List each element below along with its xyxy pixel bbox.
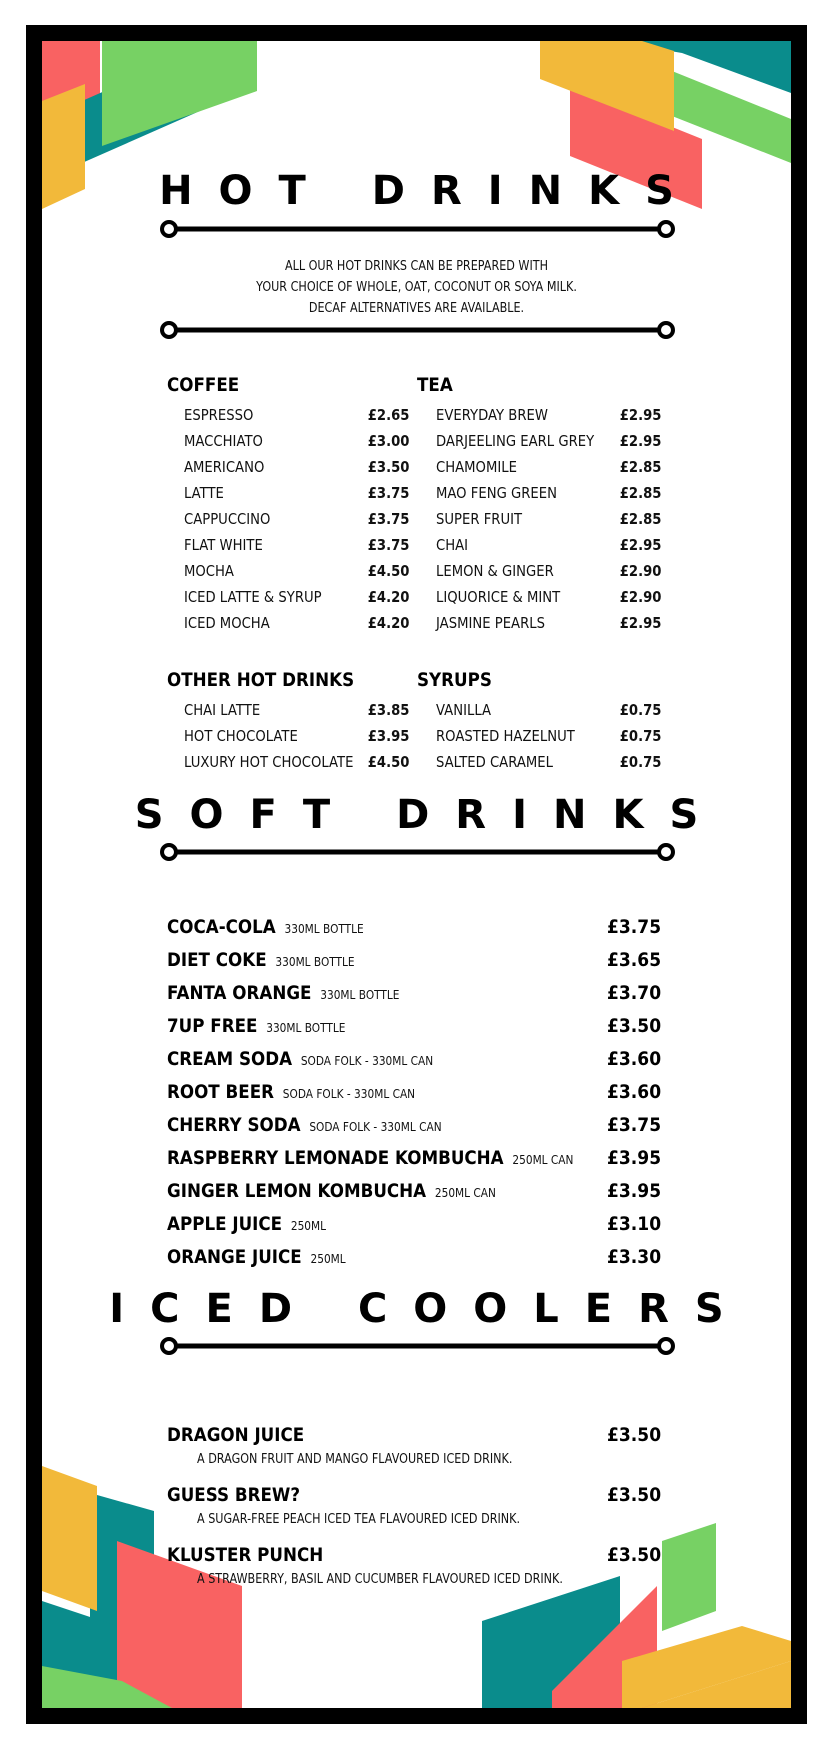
syrups-heading: SYRUPS: [417, 669, 492, 691]
item-price: £2.95: [619, 614, 661, 632]
item-price: £4.50: [367, 753, 409, 771]
item-name: VANILLA: [436, 701, 492, 719]
item-name: SUPER FRUIT: [436, 510, 523, 528]
note-line: DECAF ALTERNATIVES ARE AVAILABLE.: [308, 301, 525, 316]
item-name: LUXURY HOT CHOCOLATE: [184, 753, 354, 771]
item-price: £3.50: [606, 1015, 661, 1037]
soft-drinks-divider: [159, 842, 676, 862]
item-name: CAPPUCCINO: [184, 510, 271, 528]
item-price: £2.85: [619, 484, 661, 502]
item-name: RASPBERRY LEMONADE KOMBUCHA: [167, 1147, 504, 1169]
soft-drinks-title: SOFT DRINKS: [134, 792, 725, 838]
syrups-list: [436, 697, 661, 775]
item-name: AMERICANO: [184, 458, 265, 476]
item-name: LEMON & GINGER: [436, 562, 554, 580]
deco-shape: [102, 41, 257, 146]
item-price: £3.85: [367, 701, 409, 719]
iced-cooler-item: [167, 1481, 661, 1541]
item-name: CHAI: [436, 536, 469, 554]
item-name: KLUSTER PUNCH: [167, 1544, 324, 1566]
soft-drink-label: [167, 1076, 415, 1111]
other-hot-drinks-heading: OTHER HOT DRINKS: [167, 669, 355, 691]
item-name: DRAGON JUICE: [167, 1424, 305, 1446]
menu-item: [436, 723, 661, 749]
menu-item: [436, 610, 661, 636]
item-detail: 330ML BOTTLE: [320, 988, 400, 1002]
iced-coolers-list: [167, 1421, 661, 1601]
item-price: £3.50: [367, 458, 409, 476]
deco-shape: [42, 1466, 97, 1611]
item-name: CHAI LATTE: [184, 701, 261, 719]
iced-cooler-item: [167, 1541, 661, 1601]
soft-drink-item: [167, 911, 661, 944]
menu-item: [436, 428, 661, 454]
item-name: ESPRESSO: [184, 406, 254, 424]
item-price: £3.10: [606, 1213, 661, 1235]
tea-list: [436, 402, 661, 636]
menu-item: [436, 697, 661, 723]
hot-drinks-divider-top: [159, 219, 676, 239]
note-line: ALL OUR HOT DRINKS CAN BE PREPARED WITH: [284, 259, 549, 274]
item-name: ROOT BEER: [167, 1081, 275, 1103]
menu-item: [184, 480, 409, 506]
item-name: CHERRY SODA: [167, 1114, 301, 1136]
item-price: £2.95: [619, 406, 661, 424]
item-price: £3.50: [606, 1424, 661, 1446]
coffee-list: [184, 402, 409, 636]
iced-coolers-divider: [159, 1336, 676, 1356]
iced-cooler-item: [167, 1421, 661, 1481]
soft-drink-label: [167, 1010, 345, 1045]
soft-drink-label: [167, 1109, 442, 1144]
soft-drink-item: [167, 977, 661, 1010]
item-description: A STRAWBERRY, BASIL AND CUCUMBER FLAVOURED ICED DRINK.: [197, 1572, 563, 1587]
deco-shape: [662, 1523, 716, 1631]
menu-item: [184, 584, 409, 610]
menu-item: [184, 402, 409, 428]
item-name: ORANGE JUICE: [167, 1246, 302, 1268]
item-name: ROASTED HAZELNUT: [436, 727, 575, 745]
coffee-heading: COFFEE: [167, 374, 240, 396]
item-price: £0.75: [619, 701, 661, 719]
soft-drink-label: [167, 1175, 496, 1210]
item-price: £2.90: [619, 588, 661, 606]
item-name: GINGER LEMON KOMBUCHA: [167, 1180, 427, 1202]
item-name: JASMINE PEARLS: [436, 614, 546, 632]
soft-drink-label: [167, 977, 399, 1012]
menu-item: [436, 454, 661, 480]
item-detail: 250ML: [310, 1252, 346, 1266]
item-name: SALTED CARAMEL: [436, 753, 553, 771]
hot-drinks-title: HOT DRINKS: [159, 168, 700, 214]
item-name: ICED LATTE & SYRUP: [184, 588, 322, 606]
item-price: £0.75: [619, 753, 661, 771]
item-price: £2.85: [619, 510, 661, 528]
menu-item: [436, 584, 661, 610]
soft-drink-label: [167, 944, 355, 979]
item-price: £3.75: [606, 1114, 661, 1136]
soft-drink-item: [167, 1208, 661, 1241]
menu-item: [436, 558, 661, 584]
item-detail: SODA FOLK - 330ML CAN: [282, 1087, 416, 1101]
menu-item: [436, 749, 661, 775]
item-name: DARJEELING EARL GREY: [436, 432, 595, 450]
milk-options-note: [94, 256, 738, 319]
menu-item: [184, 749, 409, 775]
item-detail: SODA FOLK - 330ML CAN: [309, 1120, 442, 1134]
item-price: £3.65: [606, 949, 661, 971]
hot-drinks-divider-bottom: [159, 320, 676, 340]
soft-drink-label: [167, 1043, 433, 1078]
item-price: £3.95: [606, 1147, 661, 1169]
menu-item: [436, 506, 661, 532]
item-name: DIET COKE: [167, 949, 267, 971]
menu-item: [184, 610, 409, 636]
item-price: £2.85: [619, 458, 661, 476]
item-name: EVERYDAY BREW: [436, 406, 548, 424]
menu-frame: [26, 25, 807, 1724]
item-name: MACCHIATO: [184, 432, 263, 450]
soft-drink-item: [167, 1076, 661, 1109]
item-detail: SODA FOLK - 330ML CAN: [300, 1054, 434, 1068]
soft-drink-item: [167, 1010, 661, 1043]
item-price: £4.20: [367, 588, 409, 606]
menu-item: [184, 723, 409, 749]
item-price: £4.20: [367, 614, 409, 632]
item-name: APPLE JUICE: [167, 1213, 283, 1235]
soft-drink-item: [167, 1109, 661, 1142]
item-price: £3.60: [606, 1081, 661, 1103]
item-price: £3.60: [606, 1048, 661, 1070]
note-line: YOUR CHOICE OF WHOLE, OAT, COCONUT OR SOYA MILK.: [256, 280, 577, 295]
item-price: £3.95: [606, 1180, 661, 1202]
item-price: £3.50: [606, 1484, 661, 1506]
soft-drink-item: [167, 944, 661, 977]
soft-drink-item: [167, 1175, 661, 1208]
menu-item: [184, 697, 409, 723]
item-price: £3.70: [606, 982, 661, 1004]
item-detail: 250ML CAN: [434, 1186, 496, 1200]
item-detail: 250ML CAN: [512, 1153, 574, 1167]
iced-coolers-title: ICED COOLERS: [109, 1286, 750, 1332]
item-detail: 250ML: [290, 1219, 327, 1233]
item-price: £3.75: [606, 916, 661, 938]
menu-item: [184, 532, 409, 558]
soft-drinks-list: [167, 911, 661, 1274]
item-description: A SUGAR-FREE PEACH ICED TEA FLAVOURED ICED DRINK.: [197, 1512, 521, 1527]
item-price: £3.75: [367, 484, 409, 502]
menu-item: [184, 454, 409, 480]
item-name: LIQUORICE & MINT: [436, 588, 561, 606]
menu-item: [184, 428, 409, 454]
menu-item: [436, 402, 661, 428]
item-price: £3.95: [367, 727, 409, 745]
item-detail: 330ML BOTTLE: [284, 922, 364, 936]
item-name: LATTE: [184, 484, 224, 502]
tea-heading: TEA: [417, 374, 453, 396]
soft-drink-item: [167, 1142, 661, 1175]
item-name: GUESS BREW?: [167, 1484, 301, 1506]
item-name: CHAMOMILE: [436, 458, 517, 476]
item-name: MAO FENG GREEN: [436, 484, 557, 502]
menu-item: [436, 480, 661, 506]
soft-drink-item: [167, 1241, 661, 1274]
soft-drink-label: [167, 1241, 346, 1276]
menu-item: [184, 558, 409, 584]
menu-item: [184, 506, 409, 532]
item-price: £2.95: [619, 536, 661, 554]
item-price: £2.65: [367, 406, 409, 424]
item-name: HOT CHOCOLATE: [184, 727, 298, 745]
item-price: £3.75: [367, 510, 409, 528]
item-price: £0.75: [619, 727, 661, 745]
item-name: 7UP FREE: [167, 1015, 258, 1037]
soft-drink-label: [167, 1208, 326, 1243]
item-name: FANTA ORANGE: [167, 982, 312, 1004]
item-price: £2.95: [619, 432, 661, 450]
item-price: £3.30: [606, 1246, 661, 1268]
item-price: £2.90: [619, 562, 661, 580]
item-price: £3.50: [606, 1544, 661, 1566]
item-price: £3.75: [367, 536, 409, 554]
soft-drink-item: [167, 1043, 661, 1076]
item-price: £4.50: [367, 562, 409, 580]
item-name: ICED MOCHA: [184, 614, 270, 632]
item-description: A DRAGON FRUIT AND MANGO FLAVOURED ICED DRINK.: [197, 1452, 513, 1467]
item-price: £3.00: [367, 432, 409, 450]
item-detail: 330ML BOTTLE: [266, 1021, 346, 1035]
menu-item: [436, 532, 661, 558]
item-name: MOCHA: [184, 562, 234, 580]
item-name: FLAT WHITE: [184, 536, 263, 554]
soft-drink-label: [167, 1142, 573, 1177]
other-hot-drinks-list: [184, 697, 409, 775]
item-name: CREAM SODA: [167, 1048, 293, 1070]
item-detail: 330ML BOTTLE: [275, 955, 355, 969]
item-name: COCA-COLA: [167, 916, 276, 938]
soft-drink-label: [167, 911, 364, 946]
